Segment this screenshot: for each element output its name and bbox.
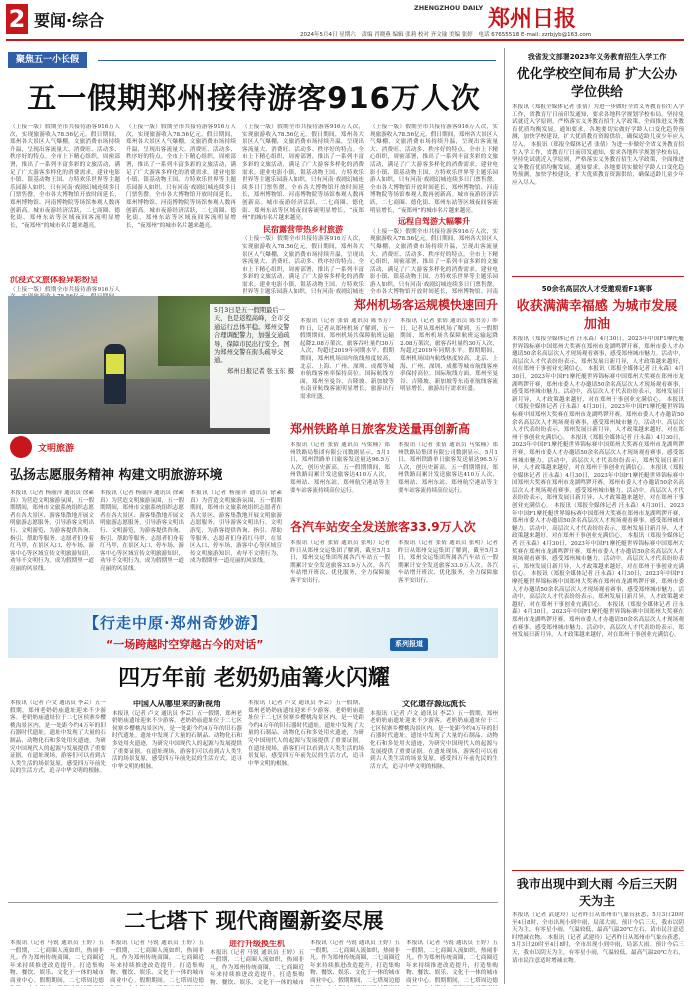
volunteer-headline: 弘扬志愿服务精神 构建文明旅游环境 — [10, 468, 223, 483]
date-line — [300, 30, 591, 38]
railway-col-2: 本报讯（记者 张倩 通讯员 马梁楠）郑州铁路局集团有限公司数据显示，5月1日，郑州铁路单日旅客发送量达96.5万人次，创历史新高。五一假期期间，郑州铁路局累计发送旅客达410万人次，郑州站、郑州东站、郑州航空港站等主要车站客流持续高位运行。 — [398, 442, 498, 494]
bottom-col-2: 本报讯（记者 马锐 通讯员 王婷）五一假期，二七商圈人流如织，热闹非凡。作为郑州传统商圈，二七商圈近年来持续推进改造提升，打造集购物、餐饮、娱乐、文化于一体的城市商业中心。假期期间，二七塔周边德 — [110, 940, 204, 984]
lead-headline: 五一假期郑州接待游客916万人次 — [27, 81, 481, 115]
civility-label: 文明旅游 — [38, 444, 75, 454]
right-rule-2 — [512, 870, 684, 871]
subhead-1: 沉浸式文旅体验异彩纷呈 — [10, 276, 98, 284]
bottom-rule — [8, 902, 498, 903]
page-number: 2 — [6, 4, 28, 34]
lead-col-4: （上接一版）假期全市共接待游客916万人次，实现旅游收入78.56亿元。假日期间，郑州各大景区人气爆棚，文旅消费市场持续升温，呈现出客流量大、消费旺、活动多、秩序好的特点。全市上下精心组织，周密部署，推出了一系列丰富多彩的文旅活动，满足了广大游客多样化的消费需求。建业电影小镇、银基动物王国、方特欢乐世界等主题乐园游人如织，只有河南·戏剧幻城连续多日门票售罄。全市各大博物馆开放时间延长，郑州博物馆、河南博物院等场馆参观人数再创新高。城市夜游经济活跃，二七商圈、德化街、郑州东站等区域夜间客流明显增长，“夜郑州”的城市名片越来越亮。 远程自驾游大幅攀升 （上接一版）假期全市共接待游客916万人次，实现旅游收入78.56亿元。假日期间，郑州各大景区人气爆棚，文旅消费市场持续升温，呈现出客流量大、消费旺、活动多、秩序好的特点。全市上下精心组织，周密部署，推出了一系列丰富多彩的文旅活动，满足了广大游客多样化的消费需求。建业电影小镇、银基动物王国、方特欢乐世界等主题乐园游人如织，只有河南·戏剧幻城连续多日门票售罄。全市各大博物馆开放时间延长，郑州博物馆、河南 — [370, 124, 498, 296]
feature-title: 【行走中原·郑州奇妙游】 — [84, 614, 267, 632]
photo-credit: 郑州日报记者 张玉东 摄 — [227, 367, 294, 375]
paper-cn: 郑州日报 — [488, 6, 577, 32]
contact: 电话 67655518 E-mail: zzrbjyb@163.com — [478, 32, 592, 38]
feature-headline: 四万年前 老奶奶庙篝火闪耀 — [118, 666, 390, 691]
bus-col-2: 本报讯（记者 张倩 通讯员 张明）记者昨日从郑州交运集团了解到，截至5月3日，郑州交运集团所属各汽车站五一假期累计安全发送旅客33.9万人次。各汽车站增开班次、优化服务，全力保障旅客平安出行。 — [398, 540, 498, 584]
feature-col-4: 文化遗存源远流长 本报讯（记者 卢文 通讯员 李芸）五一假期，郑州老奶奶庙遗址迎来不少游客。老奶奶庙遗址位于二七区侯寨乡樱桃沟景区内，是一处距今约4万年的旧石器时代遗址。遗址中发现了大量的石制品、动物化石和多处用火遗迹，为研究中国现代人的起源与发展提供了重要证据。在遗址现场，游客们可以看到古人类生活的场景复原，感受四万年前先民的生活方式，追寻中华文明的根脉。 — [370, 700, 498, 770]
officer-figure — [104, 344, 126, 404]
right-section-label: 我省发文部署2023年义务教育招生入学工作 — [527, 53, 667, 61]
railway-headline: 郑州铁路单日旅客发送量再创新高 — [290, 422, 471, 436]
lead-col-1b: 沉浸式文旅体验异彩纷呈 （上接一版）假期全市共接待游客916万人 — [10, 276, 120, 293]
editors: 责编 肖晓燕 编辑 张莉 校对 齐文瑜 美编 张婷 — [361, 32, 473, 38]
feature-col-2: 中国人从哪里来的新视角 本报讯（记者 卢文 通讯员 李芸）五一假期，郑州老奶奶庙遗址迎来不少游客。老奶奶庙遗址位于二七区侯寨乡樱桃沟景区内，是一处距今约4万年的旧石器时代遗址。遗址中发现了大量的石制品、动物化石和多处用火遗迹，为研究中国现代人的起源与发展提供了重要证据。在遗址现场，游客们可以看到古人类生活的场景复原，感受四万年前先民的生活方式，追寻中华文明的根脉。 — [112, 700, 242, 770]
airport-col-1: 本报讯（记者 张倩 通讯员 陈书芳）昨日，记者从郑州机场了解到，五一假期期间，郑州机场共保障航班运输起降2.08万架次，旅客吞吐量约30万人次，均超过2019年同期水平。假期期间，郑州机场国内航线热度较高，北京、上海、广州、深圳、成都等城市航线客座率保持高位。国际航线方面，郑州至曼谷、吉隆坡、新加坡等东南亚航线客流明显增长，旅游出行需求旺盛。 — [300, 318, 394, 400]
airport-col-2: 本报讯（记者 张倩 通讯员 陈书芳）昨日，记者从郑州机场了解到，五一假期期间，郑州机场共保障航班运输起降2.08万架次，旅客吞吐量约30万人次，均超过2019年同期水平。假期期间，郑州机场国内航线热度较高，北京、上海、广州、深圳、成都等城市航线客座率保持高位。国际航线方面，郑州至曼谷、吉隆坡、新加坡等东南亚航线客流明显增长，旅游出行需求旺盛。 — [400, 318, 498, 393]
right-headline-3: 我市出现中到大雨 今后三天阴天为主 — [516, 877, 678, 908]
topic-line — [98, 60, 496, 61]
feature-col-3: 本报讯（记者 卢文 通讯员 李芸）五一假期，郑州老奶奶庙遗址迎来不少游客。老奶奶庙遗址位于二七区侯寨乡樱桃沟景区内，是一处距今约4万年的旧石器时代遗址。遗址中发现了大量的石制品、动物化石和多处用火遗迹，为研究中国现代人的起源与发展提供了重要证据。在遗址现场，游客们可以看到古人类生活的场景复原，感受四万年前先民的生活方式，追寻中华文明的根脉。 — [248, 700, 364, 767]
right-headline-1: 优化学校空间布局 扩大公办学位供给 — [516, 67, 678, 100]
lead-col-1: （上接一版）假期全市共接待游客916万人次，实现旅游收入78.56亿元。假日期间，郑州各大景区人气爆棚，文旅消费市场持续升温，呈现出客流量大、消费旺、活动多、秩序好的特点。全市上下精心组织，周密部署，推出了一系列丰富多彩的文旅活动，满足了广大游客多样化的消费需求。建业电影小镇、银基动物王国、方特欢乐世界等主题乐园游人如织，只有河南·戏剧幻城连续多日门票售罄。全市各大博物馆开放时间延长，郑州博物馆、河南博物院等场馆参观人数再创新高。城市夜游经济活跃，二七商圈、德化街、郑州东站等区域夜间客流明显增长，“夜郑州”的城市名片越来越亮。 — [10, 124, 120, 229]
feature-tag: 系列报道 — [390, 638, 428, 651]
subhead-3: 远程自驾游大幅攀升 — [398, 217, 470, 227]
bus-col-1: 本报讯（记者 张倩 通讯员 张明）记者昨日从郑州交运集团了解到，截至5月3日，郑州交运集团所属各汽车站五一假期累计安全发送旅客33.9万人次。各汽车站增开班次、优化服务，全力保障旅客平安出行。 — [290, 540, 390, 584]
bottom-col-4: 本报讯（记者 马锐 通讯员 王婷）五一假期，二七商圈人流如织，热闹非凡。作为郑州传统商圈，二七商圈近年来持续推进改造提升，打造集购物、餐饮、娱乐、文化于一体的城市商业中心。假期期间，二七塔周边德 — [310, 940, 400, 984]
bottom-subhead: 进行升级换生机 — [229, 940, 285, 948]
photo-caption: 5月3日是五一假期最后一天，也是返程高峰，全市交通运行总体平稳。郑州交警合理调配警力，加强交通疏导，保障市民出行安全。图为郑州交警在街头疏导交通。 郑州日报记者 张玉东 摄 — [210, 304, 298, 428]
volunteer-col-1: 本报讯（记者 杨丽萍 通讯员 徐素真）为营造文明旅游氛围，五一假期期间，郑州市文旅系统组织志愿者在各大景区、游客集散地开展文明旅游志愿服务，引导游客文明出行、文明游览，为游客提供咨询、指引、帮助等服务。志愿者们身着红马甲，在景区入口、停车场、游客中心等区域宣传文明旅游知识，劝导不文明行为，成为假期里一道亮丽的风景线。 — [10, 490, 94, 572]
left-divider — [504, 48, 505, 984]
airport-headline: 郑州机场客运规模快速回升 — [353, 298, 498, 312]
paper-en: ZHENGZHOU DAILY — [414, 4, 484, 12]
right-body-1: 本报讯（郑报全媒体记者 张倩）为进一步做好全省义务教育招生入学工作，省教育厅日前印发通知，要求各地科学规划学校布局，坚持免试就近入学原则，严格落实义务教育招生入学政策，全面推进义务教育优质均衡发展。通知要求，各地要切实做好学龄人口变化趋势预测，加快学校建设，扩大优质教育资源供给，确保适龄儿童少年应入尽入。 本报讯（郑报全媒体记者 张倩）为进一步做好全省义务教育招生入学工作，省教育厅日前印发通知，要求各地科学规划学校布局，坚持免试就近入学原则，严格落实义务教育招生入学政策，全面推进义务教育优质均衡发展。通知要求，各地要切实做好学龄人口变化趋势预测，加快学校建设，扩大优质教育资源供给，确保适龄儿童少年应入尽入。 — [512, 104, 684, 186]
volunteer-col-3: 本报讯（记者 杨丽萍 通讯员 徐素真）为营造文明旅游氛围，五一假期期间，郑州市文旅系统组织志愿者在各大景区、游客集散地开展文明旅游志愿服务，引导游客文明出行、文明游览，为游客提供咨询、指引、帮助等服务。志愿者们身着红马甲，在景区入口、停车场、游客中心等区域宣传文明旅游知识，劝导不文明行为，成为假期里一道亮丽的风景线。 — [190, 490, 282, 565]
section-title: 要闻·综合 — [34, 11, 105, 30]
lead-col-3: （上接一版）假期全市共接待游客916万人次，实现旅游收入78.56亿元。假日期间，郑州各大景区人气爆棚，文旅消费市场持续升温，呈现出客流量大、消费旺、活动多、秩序好的特点。全市上下精心组织，周密部署，推出了一系列丰富多彩的文旅活动，满足了广大游客多样化的消费需求。建业电影小镇、银基动物王国、方特欢乐世界等主题乐园游人如织，只有河南·戏剧幻城连续多日门票售罄。全市各大博物馆开放时间延长，郑州博物馆、河南博物院等场馆参观人数再创新高。城市夜游经济活跃，二七商圈、德化街、郑州东站等区域夜间客流明显增长，“夜郑州”的城市名片越来越亮。 民宿露营带热乡村旅游 （上接一版）假期全市共接待游客916万人次，实现旅游收入78.56亿元。假日期间，郑州各大景区人气爆棚，文旅消费市场持续升温，呈现出客流量大、消费旺、活动多、秩序好的特点。全市上下精心组织，周密部署，推出了一系列丰富多彩的文旅活动，满足了广大游客多样化的消费需求。建业电影小镇、银基动物王国、方特欢乐世界等主题乐园游人如织，只有河南·戏剧幻城连 — [242, 124, 364, 296]
lead-col-2: （上接一版）假期全市共接待游客916万人次，实现旅游收入78.56亿元。假日期间，郑州各大景区人气爆棚，文旅消费市场持续升温，呈现出客流量大、消费旺、活动多、秩序好的特点。全市上下精心组织，周密部署，推出了一系列丰富多彩的文旅活动，满足了广大游客多样化的消费需求。建业电影小镇、银基动物王国、方特欢乐世界等主题乐园游人如织，只有河南·戏剧幻城连续多日门票售罄。全市各大博物馆开放时间延长，郑州博物馆、河南博物院等场馆参观人数再创新高。城市夜游经济活跃，二七商圈、德化街、郑州东站等区域夜间客流明显增长，“夜郑州”的城市名片越来越亮。 — [126, 124, 236, 229]
right-headline-2: 收获满满幸福感 为城市发展加油 — [516, 299, 678, 332]
railway-col-1: 本报讯（记者 张倩 通讯员 马梁楠）郑州铁路局集团有限公司数据显示，5月1日，郑州铁路单日旅客发送量达96.5万人次，创历史新高。五一假期期间，郑州铁路局累计发送旅客达410万人次，郑州站、郑州东站、郑州航空港站等主要车站客流持续高位运行。 — [290, 442, 390, 494]
right-rule-1 — [512, 276, 684, 277]
civility-badge — [10, 436, 32, 458]
feature-subtitle: “一场跨越时空穿越古今的对话” — [106, 638, 264, 651]
subhead-2: 民宿露营带热乡村旅游 — [263, 224, 343, 234]
feature-banner — [8, 608, 498, 658]
feature-subhead-2: 文化遗存源远流长 — [402, 700, 466, 708]
bottom-col-5: 本报讯（记者 马锐 通讯员 王婷）五一假期，二七商圈人流如织，热闹非凡。作为郑州传统商圈，二七商圈近年来持续推进改造提升，打造集购物、餐饮、娱乐、文化于一体的城市商业中心。假期期间，二七塔周边德 — [406, 940, 498, 984]
feature-col-1: 本报讯（记者 卢文 通讯员 李芸）五一假期，郑州老奶奶庙遗址迎来不少游客。老奶奶庙遗址位于二七区侯寨乡樱桃沟景区内，是一处距今约4万年的旧石器时代遗址。遗址中发现了大量的石制品、动物化石和多处用火遗迹，为研究中国现代人的起源与发展提供了重要证据。在遗址现场，游客们可以看到古人类生活的场景复原，感受四万年前先民的生活方式，追寻中华文明的根脉。 — [10, 700, 106, 775]
bottom-col-1: 本报讯（记者 马锐 通讯员 王婷）五一假期，二七商圈人流如织，热闹非凡。作为郑州传统商圈，二七商圈近年来持续推进改造提升，打造集购物、餐饮、娱乐、文化于一体的城市商业中心。假期期间，二七塔周边德 — [10, 940, 104, 984]
bottom-col-3: 进行升级换生机 本报讯（记者 马锐 通讯员 王婷）五一假期，二七商圈人流如织，热闹非凡。作为郑州传统商圈，二七商圈近年来持续推进改造提升，打造集购物、餐饮、娱乐、文化于一体的城市 — [210, 940, 304, 986]
header-rule — [6, 39, 684, 41]
topic-banner — [8, 52, 498, 72]
officer-vest — [106, 354, 124, 374]
right-body-2: 本报讯（郑报全媒体记者 汪永森）4月30日，2023年中国F1摩托艇世界锦标赛中国郑州大奖赛在郑州市龙湖鸣锣开赛，郑州市委人才办邀请50余名高层次人才现场观看赛事，感受郑州城市魅力。活动中，高层次人才代表纷纷表示，郑州发展日新月异，人才政策越来越好，对在郑州干事创业充满信心。 本报讯（郑报全媒体记者 汪永森）4月30日，2023年中国F1摩托艇世界锦标赛中国郑州大奖赛在郑州市龙湖鸣锣开赛，郑州市委人才办邀请50余名高层次人才现场观看赛事，感受郑州城市魅力。活动中，高层次人才代表纷纷表示，郑州发展日新月异，人才政策越来越好，对在郑州干事创业充满信心。 本报讯（郑报全媒体记者 汪永森）4月30日，2023年中国F1摩托艇世界锦标赛中国郑州大奖赛在郑州市龙湖鸣锣开赛，郑州市委人才办邀请50余名高层次人才现场观看赛事，感受郑州城市魅力。活动中，高层次人才代表纷纷表示，郑州发展日新月异，人才政策越来越好，对在郑州干事创业充满信心。 本报讯（郑报全媒体记者 汪永森）4月30日，2023年中国F1摩托艇世界锦标赛中国郑州大奖赛在郑州市龙湖鸣锣开赛，郑州市委人才办邀请50余名高层次人才现场观看赛事，感受郑州城市魅力。活动中，高层次人才代表纷纷表示，郑州发展日新月异，人才政策越来越好，对在郑州干事创业充满信心。 本报讯（郑报全媒体记者 汪永森）4月30日，2023年中国F1摩托艇世界锦标赛中国郑州大奖赛在郑州市龙湖鸣锣开赛，郑州市委人才办邀请50余名高层次人才现场观看赛事，感受郑州城市魅力。活动中，高层次人才代表纷纷表示，郑州发展日新月异，人才政策越来越好，对在郑州干事创业充满信心。 本报讯（郑报全媒体记者 汪永森）4月30日，2023年中国F1摩托艇世界锦标赛中国郑州大奖赛在郑州市龙湖鸣锣开赛，郑州市委人才办邀请50余名高层次人才现场观看赛事，感受郑州城市魅力。活动中，高层次人才代表纷纷表示，郑州发展日新月异，人才政策越来越好，对在郑州干事创业充满信心。 本报讯（郑报全媒体记者 汪永森）4月30日，2023年中国F1摩托艇世界锦标赛中国郑州大奖赛在郑州市龙湖鸣锣开赛，郑州市委人才办邀请50余名高层次人才现场观看赛事，感受郑州城市魅力。活动中，高层次人才代表纷纷表示，郑州发展日新月异，人才政策越来越好，对在郑州干事创业充满信心。 本报讯（郑报全媒体记者 汪永森）4月30日，2023年中国F1摩托艇世界锦标赛中国郑州大奖赛在郑州市龙湖鸣锣开赛，郑州市委人才办邀请50余名高层次人才现场观看赛事，感受郑州城市魅力。活动中，高层次人才代表纷纷表示，郑州发展日新月异，人才政策越来越好，对在郑州干事创业充满信心。 本报讯（郑报全媒体记者 汪永森）4月30日，2023年中国F1摩托艇世界锦标赛中国郑州大奖赛在郑州市龙湖鸣锣开赛，郑州市委人才办邀请50余名高层次人才现场观看赛事，感受郑州城市魅力。活动中，高层次人才代表纷纷表示，郑州发展日新月异，人才政策越来越好，对在郑州干事创业充满信心。 — [512, 336, 684, 639]
right-section-label-2: 50余名高层次人才受邀观看F1赛事 — [541, 285, 653, 293]
civility-logo — [10, 436, 120, 458]
topic-label: 聚焦五一小长假 — [8, 52, 87, 68]
bottom-headline: 二七塔下 现代商圈新姿尽展 — [124, 909, 384, 933]
right-body-3: 本报讯（记者 武建玲）记者昨日从郑州市气象台获悉，5月3日20时至4日8时，全市出现小到中雨，局部大雨。预计今后三天，我市以阴天为主，有零星小雨，气温较低，最高气温20℃左右，请市民注意适时增减衣物。 本报讯（记者 武建玲）记者昨日从郑州市气象台获悉，5月3日20时至4日8时，全市出现小到中雨，局部大雨。预计今后三天，我市以阴天为主，有零星小雨，气温较低，最高气温20℃左右，请市民注意适时增减衣物。 — [512, 912, 684, 964]
feature-subhead-1: 中国人从哪里来的新视角 — [133, 700, 221, 708]
date: 2024年5月4日 星期六 — [300, 32, 356, 38]
masthead — [0, 0, 690, 46]
bus-headline: 各汽车站安全发送旅客33.9万人次 — [290, 520, 476, 534]
volunteer-col-2: 本报讯（记者 杨丽萍 通讯员 徐素真）为营造文明旅游氛围，五一假期期间，郑州市文旅系统组织志愿者在各大景区、游客集散地开展文明旅游志愿服务，引导游客文明出行、文明游览，为游客提供咨询、指引、帮助等服务。志愿者们身着红马甲，在景区入口、停车场、游客中心等区域宣传文明旅游知识，劝导不文明行为，成为假期里一道亮丽的风景线。 — [100, 490, 184, 572]
